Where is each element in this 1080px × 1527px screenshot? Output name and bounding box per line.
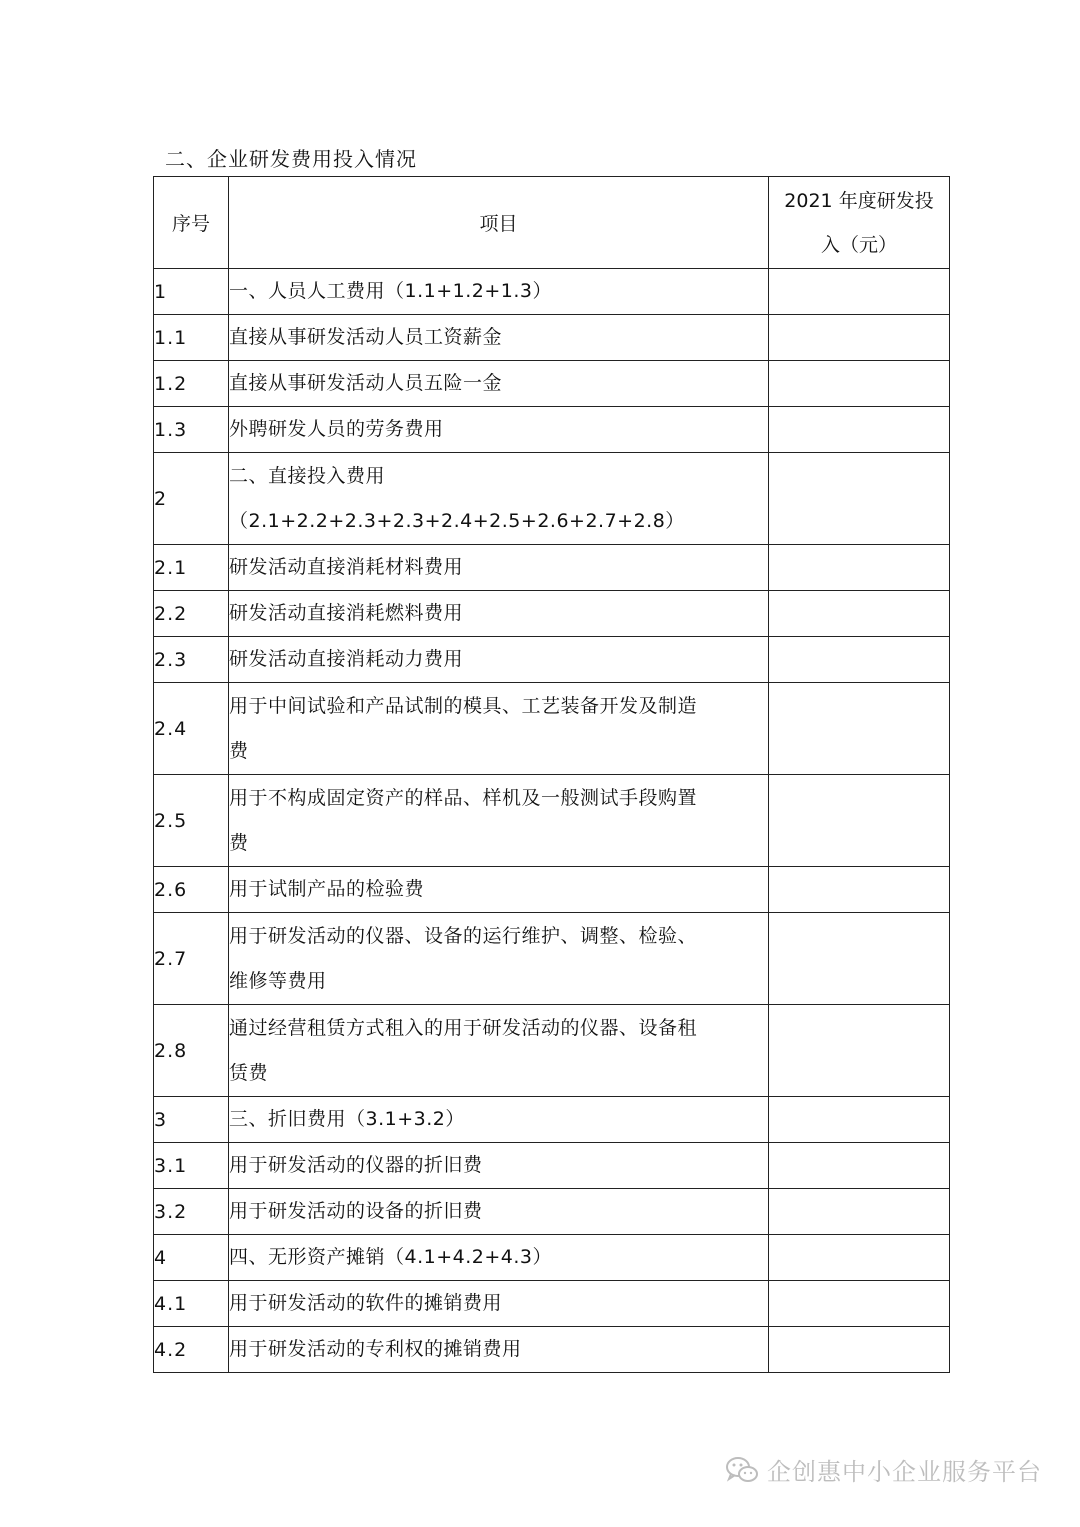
row-no: 1.1 [154, 315, 229, 361]
row-amount-cell[interactable] [769, 591, 950, 637]
table-row [154, 637, 950, 683]
row-item-line2: 费 [229, 739, 249, 762]
row-item: 四、无形资产摊销（4.1+4.2+4.3） [229, 1235, 769, 1281]
row-no: 2.7 [154, 913, 229, 1005]
row-no: 2.4 [154, 683, 229, 775]
wechat-icon [725, 1455, 759, 1485]
row-amount-cell[interactable] [769, 1143, 950, 1189]
row-item: 直接从事研发活动人员五险一金 [229, 361, 769, 407]
row-item-line1: 用于研发活动的仪器、设备的运行维护、调整、检验、 [229, 924, 698, 947]
row-no: 1 [154, 269, 229, 315]
header-amount-line1: 2021 年度研发投 [784, 189, 934, 212]
row-item: 一、人员人工费用（1.1+1.2+1.3） [229, 269, 769, 315]
table-row [154, 591, 950, 637]
row-item: 用于试制产品的检验费 [229, 867, 769, 913]
row-item-line2: 赁费 [229, 1061, 269, 1084]
table-row [154, 1005, 950, 1097]
row-amount-cell[interactable] [769, 1281, 950, 1327]
row-item-line2: 费 [229, 831, 249, 854]
row-amount-cell[interactable] [769, 453, 950, 545]
row-amount-cell[interactable] [769, 361, 950, 407]
row-item: 用于研发活动的软件的摊销费用 [229, 1281, 769, 1327]
watermark-text: 企创惠中小企业服务平台 [767, 1458, 1042, 1486]
table-row [154, 913, 950, 1005]
row-no: 4 [154, 1235, 229, 1281]
row-no: 2.8 [154, 1005, 229, 1097]
row-no: 2.3 [154, 637, 229, 683]
table-row [154, 453, 950, 545]
table-row [154, 1281, 950, 1327]
row-item: 研发活动直接消耗燃料费用 [229, 591, 769, 637]
row-no: 2 [154, 453, 229, 545]
row-item [229, 775, 769, 867]
row-item [229, 913, 769, 1005]
row-item: 用于研发活动的设备的折旧费 [229, 1189, 769, 1235]
table-row [154, 1097, 950, 1143]
row-amount-cell[interactable] [769, 913, 950, 1005]
row-no: 2.6 [154, 867, 229, 913]
watermark [725, 1452, 1042, 1487]
row-no: 3 [154, 1097, 229, 1143]
row-no: 3.2 [154, 1189, 229, 1235]
row-item-line2: （2.1+2.2+2.3+2.3+2.4+2.5+2.6+2.7+2.8） [229, 509, 685, 532]
table-row [154, 545, 950, 591]
row-item-line1: 通过经营租赁方式租入的用于研发活动的仪器、设备租 [229, 1016, 698, 1039]
row-item [229, 683, 769, 775]
header-no: 序号 [154, 177, 229, 269]
row-amount-cell[interactable] [769, 545, 950, 591]
row-no: 2.1 [154, 545, 229, 591]
row-item: 研发活动直接消耗动力费用 [229, 637, 769, 683]
header-amount-line2: 入（元） [820, 233, 897, 256]
table-header-row [154, 177, 950, 269]
row-no: 1.2 [154, 361, 229, 407]
table-row [154, 1327, 950, 1373]
row-amount-cell[interactable] [769, 867, 950, 913]
row-amount-cell[interactable] [769, 269, 950, 315]
row-item-line1: 用于中间试验和产品试制的模具、工艺装备开发及制造 [229, 694, 698, 717]
row-item [229, 1005, 769, 1097]
header-item: 项目 [229, 177, 769, 269]
row-amount-cell[interactable] [769, 1097, 950, 1143]
row-no: 2.2 [154, 591, 229, 637]
row-no: 3.1 [154, 1143, 229, 1189]
table-row [154, 315, 950, 361]
table-row [154, 269, 950, 315]
row-no: 2.5 [154, 775, 229, 867]
row-item: 三、折旧费用（3.1+3.2） [229, 1097, 769, 1143]
table-row [154, 775, 950, 867]
table-row [154, 1143, 950, 1189]
row-amount-cell[interactable] [769, 1005, 950, 1097]
row-amount-cell[interactable] [769, 1327, 950, 1373]
row-item [229, 453, 769, 545]
row-no: 4.1 [154, 1281, 229, 1327]
row-amount-cell[interactable] [769, 637, 950, 683]
table-row [154, 1235, 950, 1281]
row-amount-cell[interactable] [769, 1189, 950, 1235]
row-amount-cell[interactable] [769, 683, 950, 775]
row-amount-cell[interactable] [769, 315, 950, 361]
row-item-line2: 维修等费用 [229, 969, 327, 992]
header-amount [769, 177, 950, 269]
row-item: 研发活动直接消耗材料费用 [229, 545, 769, 591]
row-item: 外聘研发人员的劳务费用 [229, 407, 769, 453]
table-row [154, 361, 950, 407]
table-row [154, 683, 950, 775]
row-item: 直接从事研发活动人员工资薪金 [229, 315, 769, 361]
rd-expense-table [153, 176, 950, 1373]
section-title: 二、企业研发费用投入情况 [165, 147, 417, 171]
row-no: 4.2 [154, 1327, 229, 1373]
row-item: 用于研发活动的仪器的折旧费 [229, 1143, 769, 1189]
table-row [154, 1189, 950, 1235]
row-item: 用于研发活动的专利权的摊销费用 [229, 1327, 769, 1373]
row-item-line1: 二、直接投入费用 [229, 464, 386, 487]
row-amount-cell[interactable] [769, 407, 950, 453]
row-amount-cell[interactable] [769, 1235, 950, 1281]
table-row [154, 407, 950, 453]
row-amount-cell[interactable] [769, 775, 950, 867]
row-item-line1: 用于不构成固定资产的样品、样机及一般测试手段购置 [229, 786, 698, 809]
table-row [154, 867, 950, 913]
row-no: 1.3 [154, 407, 229, 453]
